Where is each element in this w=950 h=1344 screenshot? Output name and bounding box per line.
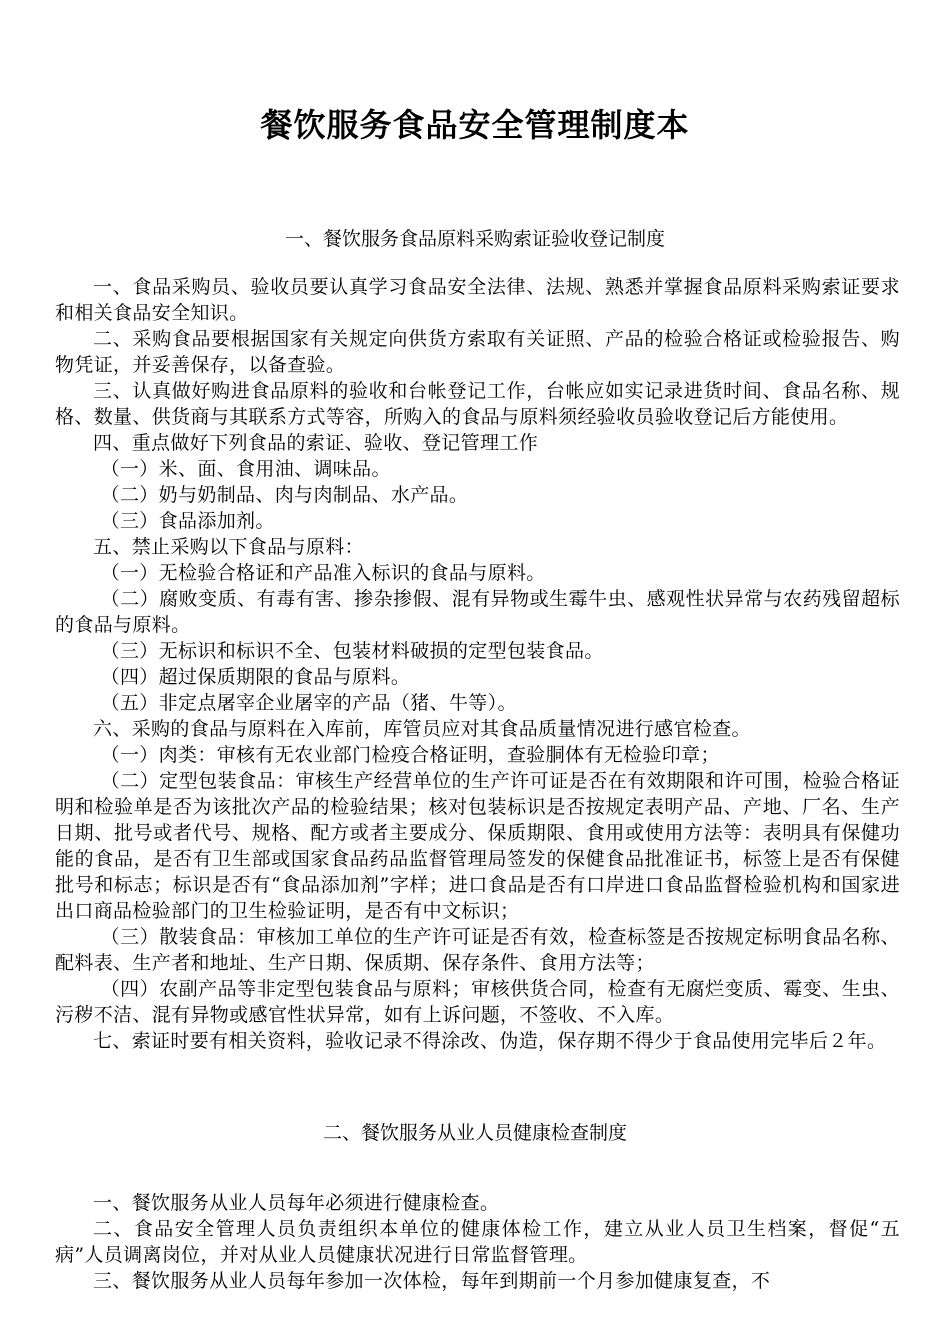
- paragraph: （三）食品添加剂。: [100, 510, 275, 532]
- paragraph: （一）肉类：审核有无农业部门检疫合格证明，查验胴体有无检验印章；: [100, 744, 720, 766]
- paragraph: 五、禁止采购以下食品与原料：: [93, 536, 364, 558]
- paragraph: 二、食品安全管理人员负责组织本单位的健康体检工作，建立从业人员卫生档案，督促“五病”人员调离岗位，并对从业人员健康状况进行日常监督管理。: [55, 1218, 900, 1266]
- paragraph: 一、食品采购员、验收员要认真学习食品安全法律、法规、熟悉并掌握食品原料采购索证要求和相关食品安全知识。: [55, 276, 900, 324]
- section-body-procurement: [55, 274, 900, 1054]
- paragraph: （二）定型包装食品：审核生产经营单位的生产许可证是否在有效期限和许可围，检验合格证明和检验单是否为该批次产品的检验结果；核对包装标识是否按规定表明产品、产地、厂名、生产日期、批号或者代号、规格、配方或者主要成分、保质期限、食用或使用方法等：表明具有保健功能的食品，是否有卫生部或国家食品药品监督管理局签发的保健食品批准证书，标签上是否有保健批号和标志；标识是否有“食品添加剂”字样；进口食品是否有口岸进口食品监督检验机构和国家进出口商品检验部门的卫生检验证明，是否有中文标识；: [55, 770, 900, 922]
- paragraph: 七、索证时要有相关资料，验收记录不得涂改、伪造，保存期不得少于食品使用完毕后２年。: [93, 1030, 887, 1052]
- paragraph: （二）奶与奶制品、肉与肉制品、水产品。: [100, 484, 469, 506]
- paragraph: 一、餐饮服务从业人员每年必须进行健康检查。: [93, 1192, 500, 1214]
- paragraph: （一）无检验合格证和产品准入标识的食品与原料。: [100, 562, 546, 584]
- paragraph: （五）非定点屠宰企业屠宰的产品（猪、牛等）。: [100, 692, 517, 714]
- paragraph: 四、重点做好下列食品的索证、验收、登记管理工作: [93, 432, 539, 454]
- paragraph: （一）米、面、食用油、调味品。: [100, 458, 391, 480]
- section-body-health-check: [55, 1190, 900, 1294]
- paragraph: 六、采购的食品与原料在入库前，库管员应对其食品质量情况进行感官检查。: [93, 718, 751, 740]
- paragraph: （三）散装食品：审核加工单位的生产许可证是否有效，检查标签是否按规定标明食品名称、配料表、生产者和地址、生产日期、保质期、保存条件、食用方法等；: [55, 926, 900, 974]
- section-heading-procurement: 一、餐饮服务食品原料采购索证验收登记制度: [284, 228, 665, 250]
- document-title: 餐饮服务食品安全管理制度本: [260, 106, 690, 144]
- paragraph: （四）农副产品等非定型包装食品与原料；审核供货合同，检查有无腐烂变质、霉变、生虫、污秽不洁、混有异物或感官性状异常，如有上诉问题，不签收、不入库。: [55, 978, 900, 1026]
- paragraph: （二）腐败变质、有毒有害、掺杂掺假、混有异物或生霉牛虫、感观性状异常与农药残留超标的食品与原料。: [55, 588, 900, 636]
- paragraph: （三）无标识和标识不全、包装材料破损的定型包装食品。: [100, 640, 604, 662]
- paragraph: 三、餐饮服务从业人员每年参加一次体检，每年到期前一个月参加健康复查，不: [93, 1270, 771, 1292]
- section-heading-health-check: 二、餐饮服务从业人员健康检查制度: [322, 1122, 627, 1144]
- paragraph: 二、采购食品要根据国家有关规定向供货方索取有关证照、产品的检验合格证或检验报告、购物凭证，并妥善保存，以备查验。: [55, 328, 900, 376]
- paragraph: （四）超过保质期限的食品与原料。: [100, 666, 411, 688]
- paragraph: 三、认真做好购进食品原料的验收和台帐登记工作，台帐应如实记录进货时间、食品名称、规格、数量、供货商与其联系方式等容，所购入的食品与原料须经验收员验收登记后方能使用。: [55, 380, 900, 428]
